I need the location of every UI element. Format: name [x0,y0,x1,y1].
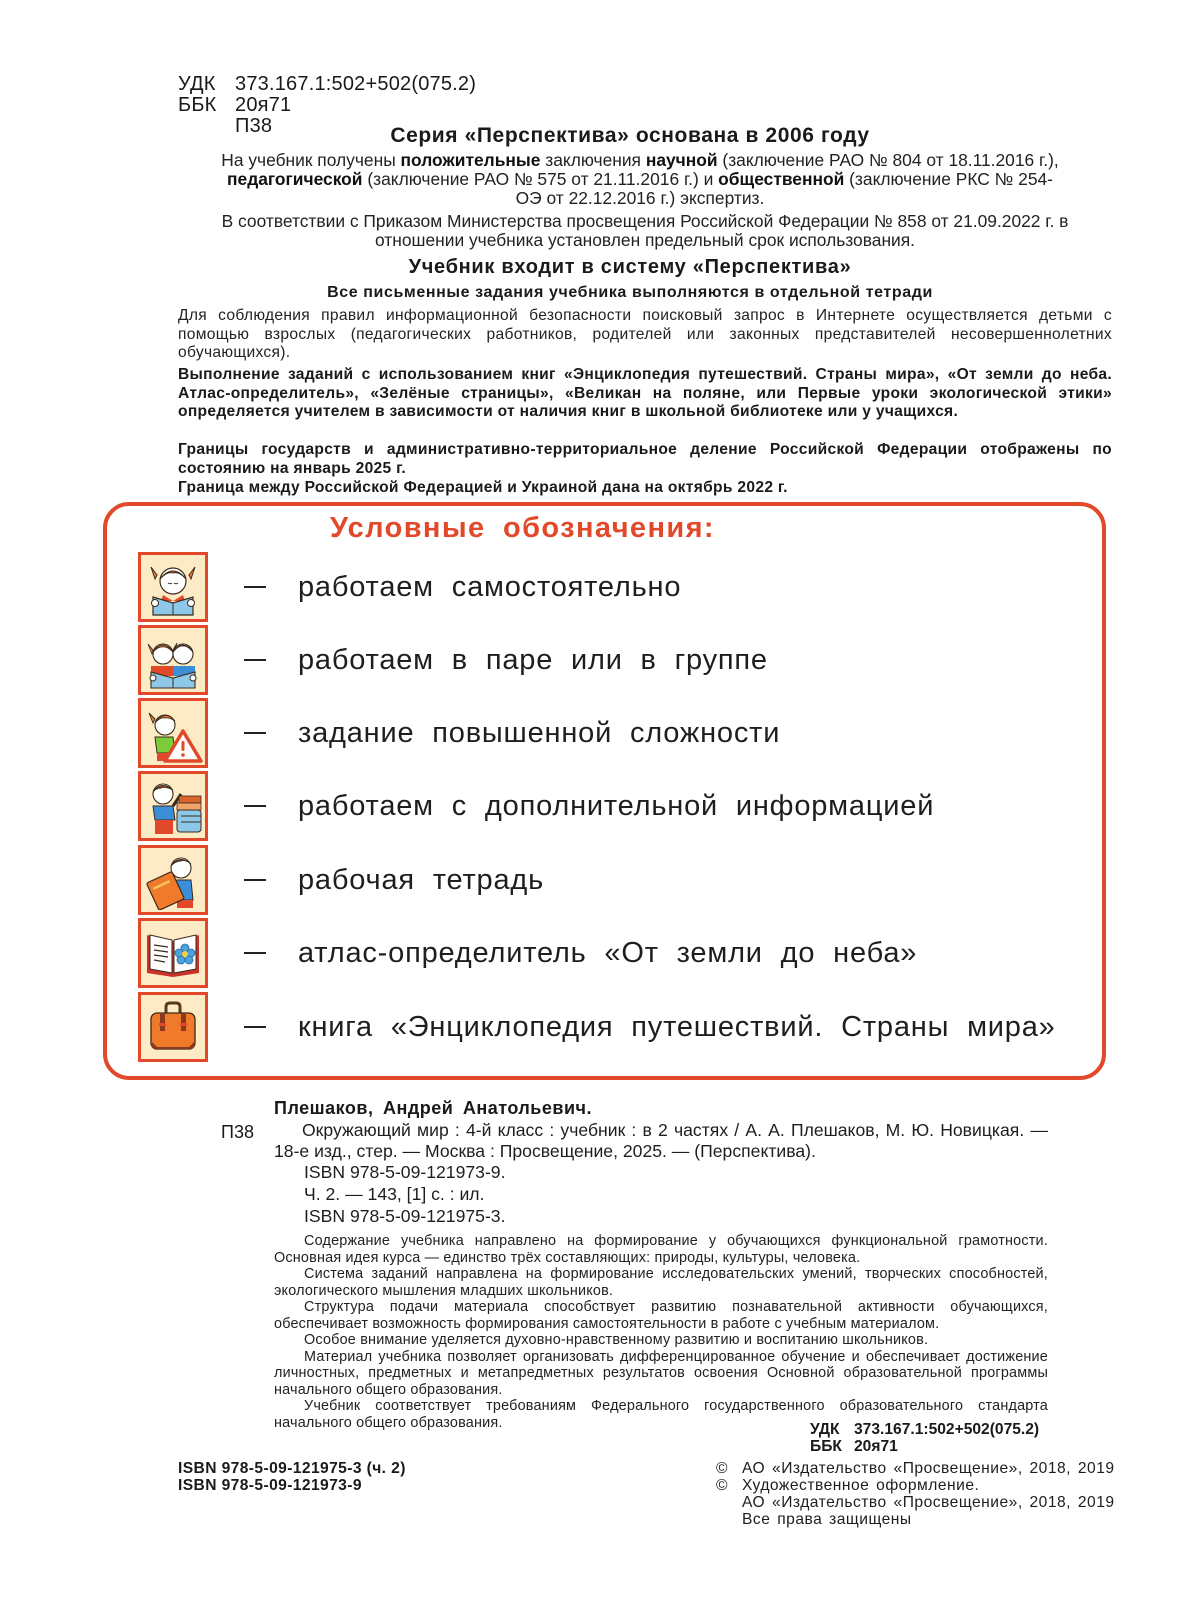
bib-title-line: Окружающий мир : 4-й класс : учебник : в 2 частях / А. А. Плешаков, М. Ю. Новицкая. — 18-е изд., стер. — Москва : Просвещение, 2025. — (Перспектива). [274,1120,1048,1161]
approvals-text [215,151,1065,208]
bib-author: Плешаков, Андрей Анатольевич. [274,1098,592,1118]
annotation-paragraph: Особое внимание уделяется духовно-нравственному развитию и воспитанию школьников. [304,1332,929,1348]
legend-label: работаем самостоятельно [298,570,682,603]
annotation-paragraph: Система заданий направлена на формирование исследовательских умений, творческих способностей, экологического мышления младших школьников. [274,1266,1048,1299]
isbn-part2: ISBN 978-5-09-121975-3 (ч. 2) [178,1460,406,1477]
legend-item-atlas [138,918,1098,988]
footer-isbn [178,1460,406,1494]
bib-isbn-part: ISBN 978-5-09-121975-3. [304,1206,506,1226]
bbk-code [178,95,291,116]
bbk-value: 20я71 [235,94,292,116]
copyright-line: АО «Издательство «Просвещение», 2018, 2019 [742,1494,1115,1511]
annotation-paragraph: Учебник соответствует требованиям Федерального государственного образовательного стандарта начального общего образования. [274,1398,1048,1431]
legend-dash [244,586,266,588]
legend-label: задание повышенной сложности [298,716,781,749]
bib-udk-bbk [810,1421,1039,1455]
isbn-set: ISBN 978-5-09-121973-9 [178,1477,362,1494]
legend-item-encyclopedia [138,992,1098,1062]
bbk-label: ББК [810,1438,842,1455]
udk-label: УДК [178,73,216,95]
approvals-part: (заключение РАО № 804 от 18.11.2016 г.), [717,150,1059,170]
approvals-part: (заключение РКС № 254-ОЭ от 22.12.2016 г.) экспертиз. [515,169,1053,208]
approvals-bold: общественной [718,169,845,189]
copyright-icon: © [716,1477,728,1494]
legend-label: атлас-определитель «От земли до неба» [298,936,918,969]
pair-reading-icon [138,625,208,695]
approvals-part: На учебник получены [221,150,401,170]
approvals-part: (заключение РАО № 575 от 21.11.2016 г.) и [362,169,719,189]
rights-reserved: Все права защищены [742,1511,912,1528]
series-heading: Серия «Перспектива» основана в 2006 году [390,124,870,147]
legend-label: работаем с дополнительной информацией [298,789,935,822]
internet-safety-note: Для соблюдения правил информационной безопасности поисковый запрос в Интернете осуществляется детьми с помощью взрослых (педагогических работников, родителей или законных представителей несовершеннолетних обучающихся). [178,307,1112,362]
suitcase-icon [138,992,208,1062]
ministry-order-text: В соответствии с Приказом Министерства просвещения Российской Федерации № 858 от 21.09.2022 г. в отношении учебника установлен предельный срок использования. [221,211,1069,250]
legend-item-advanced-task [138,698,1098,768]
legend-dash [244,805,266,807]
legend-label: рабочая тетрадь [298,863,545,896]
written-tasks-note: Все письменные задания учебника выполняются в отдельной тетради [327,284,933,301]
legend-dash [244,1026,266,1028]
approvals-part: заключения [540,150,646,170]
girl-reading-icon [138,552,208,622]
copyright-line: АО «Издательство «Просвещение», 2018, 2019 [742,1460,1115,1477]
udk-code [178,74,476,95]
legend-item-pair-work [138,625,1098,695]
bbk-value: 20я71 [854,1438,898,1455]
books-usage-note: Выполнение заданий с использованием книг «Энциклопедия путешествий. Страны мира», «От земли до неба. Атлас-определитель», «Зелёные страницы», «Великан на поляне, или Первые уроки экологической этики» определяется учителем в зависимости от наличия книг в школьной библиотеке или у учащихся. [178,366,1112,421]
boy-with-books-icon [138,771,208,841]
bib-part-info: Ч. 2. — 143, [1] с. : ил. [304,1184,485,1204]
annotation-paragraph: Содержание учебника направлено на формирование у обучающихся функциональной грамотности. Основная идея курса — единство трёх составляющих: природы, культуры, человека. [274,1233,1048,1266]
annotation-paragraph: Материал учебника позволяет организовать дифференцированное обучение и обеспечивает достижение личностных, предметных и метапредметных результатов освоения Основной образовательной программы начального общего образования. [274,1348,1048,1398]
open-book-flower-icon [138,918,208,988]
udk-label: УДК [810,1421,840,1438]
footer-copyright [716,1460,1115,1528]
bib-isbn-set: ISBN 978-5-09-121973-9. [304,1162,506,1182]
annotation-paragraph: Структура подачи материала способствует развитию познавательной активности обучающихся, обеспечивает возможность формирования самостоятельности в работе с учебным материалом. [274,1299,1048,1332]
state-borders-note: Границы государств и административно-территориальное деление Российской Федерации отображены по состоянию на январь 2025 г. [178,441,1112,477]
approvals-bold: педагогической [227,169,363,189]
legend-title: Условные обозначения: [330,512,715,544]
approvals-bold: научной [645,150,718,170]
legend-dash [244,952,266,954]
warning-sign-icon [138,698,208,768]
bib-author-mark: П38 [221,1122,254,1142]
copyright-icon: © [716,1460,728,1477]
legend-dash [244,732,266,734]
legend-item-self-work [138,552,1098,622]
legend-item-workbook [138,845,1098,915]
approvals-bold: положительные [400,150,541,170]
legend-dash [244,879,266,881]
bib-annotation [274,1233,1048,1431]
bbk-label: ББК [178,94,217,116]
border-ukraine-note: Граница между Российской Федерацией и Украиной дана на октябрь 2022 г. [178,479,788,496]
legend-dash [244,659,266,661]
udk-value: 373.167.1:502+502(075.2) [235,73,477,95]
system-heading: Учебник входит в систему «Перспектива» [408,256,852,278]
author-mark: П38 [235,115,273,137]
legend-label: работаем в паре или в группе [298,643,768,676]
legend-item-extra-info [138,771,1098,841]
udk-value: 373.167.1:502+502(075.2) [854,1421,1040,1438]
legend-label: книга «Энциклопедия путешествий. Страны мира» [298,1010,1056,1043]
workbook-icon [138,845,208,915]
copyright-line: Художественное оформление. [742,1477,980,1494]
